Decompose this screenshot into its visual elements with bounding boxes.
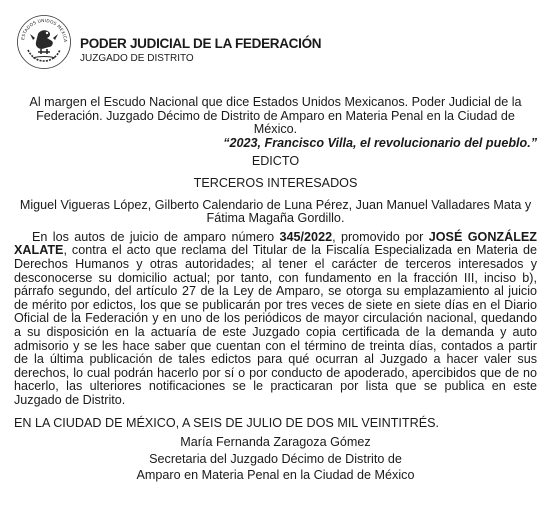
place-date: EN LA CIUDAD DE MÉXICO, A SEIS DE JULIO DE DOS MIL VEINTITRÉS. bbox=[14, 416, 440, 431]
signer-name: María Fernanda Zaragoza Gómez bbox=[180, 435, 371, 450]
edict-body bbox=[14, 96, 537, 483]
case-number: 345/2022 bbox=[279, 229, 333, 244]
edict-paragraph bbox=[14, 231, 537, 408]
intro-text: Al margen el Escudo Nacional que dice Estados Unidos Mexicanos. Poder Judicial de la Federación. Juzgado Décimo de Distrito de Amparo en Materia Penal en la Ciudad de México. bbox=[29, 95, 522, 137]
promovente-name: JOSÉ GONZÁLEZ XALATE bbox=[14, 229, 537, 258]
national-seal-icon bbox=[16, 14, 72, 70]
paragraph-mid: , promovido por bbox=[332, 229, 429, 244]
institution-title: PODER JUDICIAL DE LA FEDERACIÓN bbox=[80, 36, 322, 51]
paragraph-lead: En los autos de juicio de amparo número bbox=[32, 229, 280, 244]
year-motto: “2023, Francisco Villa, el revolucionario del pueblo.” bbox=[223, 135, 537, 150]
institution-subtitle: JUZGADO DE DISTRITO bbox=[80, 53, 194, 64]
paragraph-rest: , contra el acto que reclama del Titular de la Fiscalía Especializada en Materia de Derechos Humanos y otras autoridades; al tener el carácter de terceros interesados y desconocerse su domicilio actual; por tanto, con fundamento en la fracción III, inciso b), párrafo segundo, del artículo 27 de la Ley de Amparo, se otorga su emplazamiento al juicio de mérito por edictos, los que se publicarán por tres veces de siete en siete días en el Diario Oficial de la Federación y en uno de los periódicos de mayor circulación nacional, quedando a su disposición en la actuaría de este Juzgado copia certificada de la demanda y auto admisorio y se les hace saber que cuentan con el término de treinta días, contados a partir de la última publicación de tales edictos para qué ocurran al Juzgado a hacer valer sus derechos, lo cual podrán hacerlo por sí o por conducto de apoderado, apercibidos que de no hacerlo, las ulteriores notificaciones se le practicaran por lista que se publica en este Juzgado de Distrito. bbox=[14, 243, 537, 407]
svg-text:ESTADOS UNIDOS MEXICANOS: ESTADOS UNIDOS MEXICA bbox=[21, 18, 68, 43]
signer-title-line2: Amparo en Materia Penal en la Ciudad de México bbox=[136, 468, 415, 483]
edict-heading: EDICTO bbox=[251, 154, 300, 169]
signer-title-line1: Secretaria del Juzgado Décimo de Distrito de bbox=[149, 451, 402, 466]
interested-parties: Miguel Vigueras López, Gilberto Calendario de Luna Pérez, Juan Manuel Valladares Mata y Fátima Magaña Gordillo. bbox=[19, 197, 532, 226]
document-header bbox=[16, 14, 536, 66]
edict-subheading: TERCEROS INTERESADOS bbox=[193, 175, 358, 190]
